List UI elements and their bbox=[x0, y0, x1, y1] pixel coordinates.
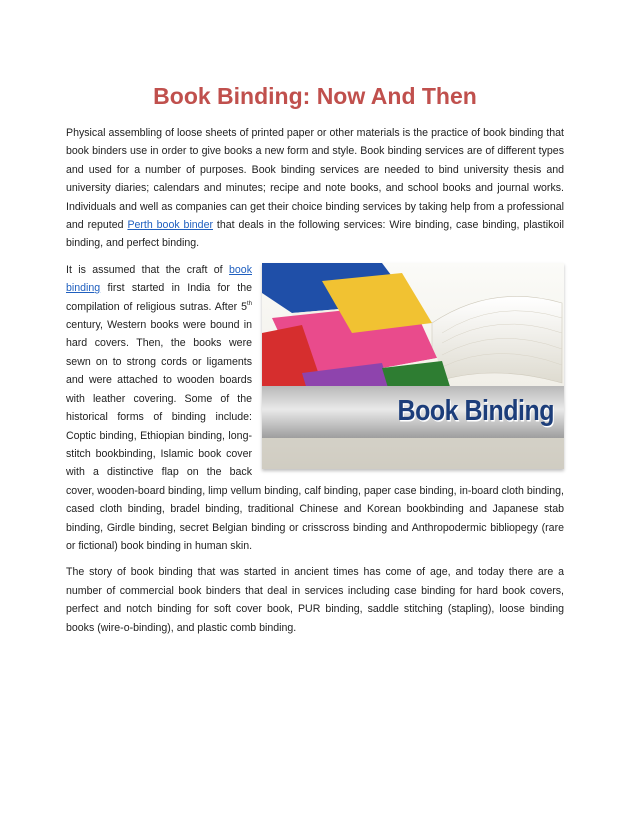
intro-text-after-link: that deals in the following services: Wire binding, case binding, plastikoil binding, and perfect binding. bbox=[66, 219, 564, 250]
history-text-before-link: It is assumed that the craft of bbox=[66, 263, 230, 276]
intro-text-before-link: Physical assembling of loose sheets of printed paper or other materials is the practice of book binding that book binders use in order to give books a new form and style. Book binding services are of different types and used for a number of purposes. Book binding services are needed to bind university thesis and university diaries; calendars and minutes; recipe and note books, and school books and journal works. Individuals and well as companies can get their choice binding services by taking help from a professional and reputed bbox=[66, 127, 564, 232]
modern-paragraph: The story of book binding that was started in ancient times has come of age, and today there are a number of commercial book binders that deal in services including case binding for hard book covers, perfect and notch binding for soft cover book, PUR binding, saddle stitching (stapling), loose binding books (wire-o-binding), and plastic comb binding. bbox=[66, 566, 564, 634]
stacked-books-image bbox=[262, 263, 564, 469]
perth-book-binder-link[interactable]: Perth book binder bbox=[127, 219, 213, 232]
book-binding-link[interactable]: book binding bbox=[66, 263, 252, 295]
ordinal-superscript: th bbox=[246, 300, 252, 307]
banner-label: Book Binding bbox=[397, 394, 554, 427]
page-title: Book Binding: Now And Then bbox=[153, 83, 477, 109]
intro-paragraph bbox=[66, 124, 564, 253]
history-text-after: century, Western books were bound in hard covers. Then, the books were sewn on to strong cords or ligaments and were attached to wooden boards with leather covering. Some of the historical forms of binding include: Coptic binding, Ethiopian binding, long-stitch bookbinding, Islamic book cover with a distinctive flap on the back cover, wooden-board binding, limp vellum binding, calf binding, paper case binding, in-board cloth binding, cased cloth binding, bradel binding, traditional Chinese and Korean bookbinding and Japanese stab binding, Girdle binding, secret Belgian binding or crisscross binding and Anthropodermic bibliopegy (rare or fictional) book binding in human skin. bbox=[66, 319, 564, 552]
open-book-pages bbox=[432, 296, 562, 383]
history-text-mid: first started in India for the compilation of religious sutras. After 5 bbox=[66, 282, 252, 313]
book-binding-illustration bbox=[262, 263, 564, 469]
